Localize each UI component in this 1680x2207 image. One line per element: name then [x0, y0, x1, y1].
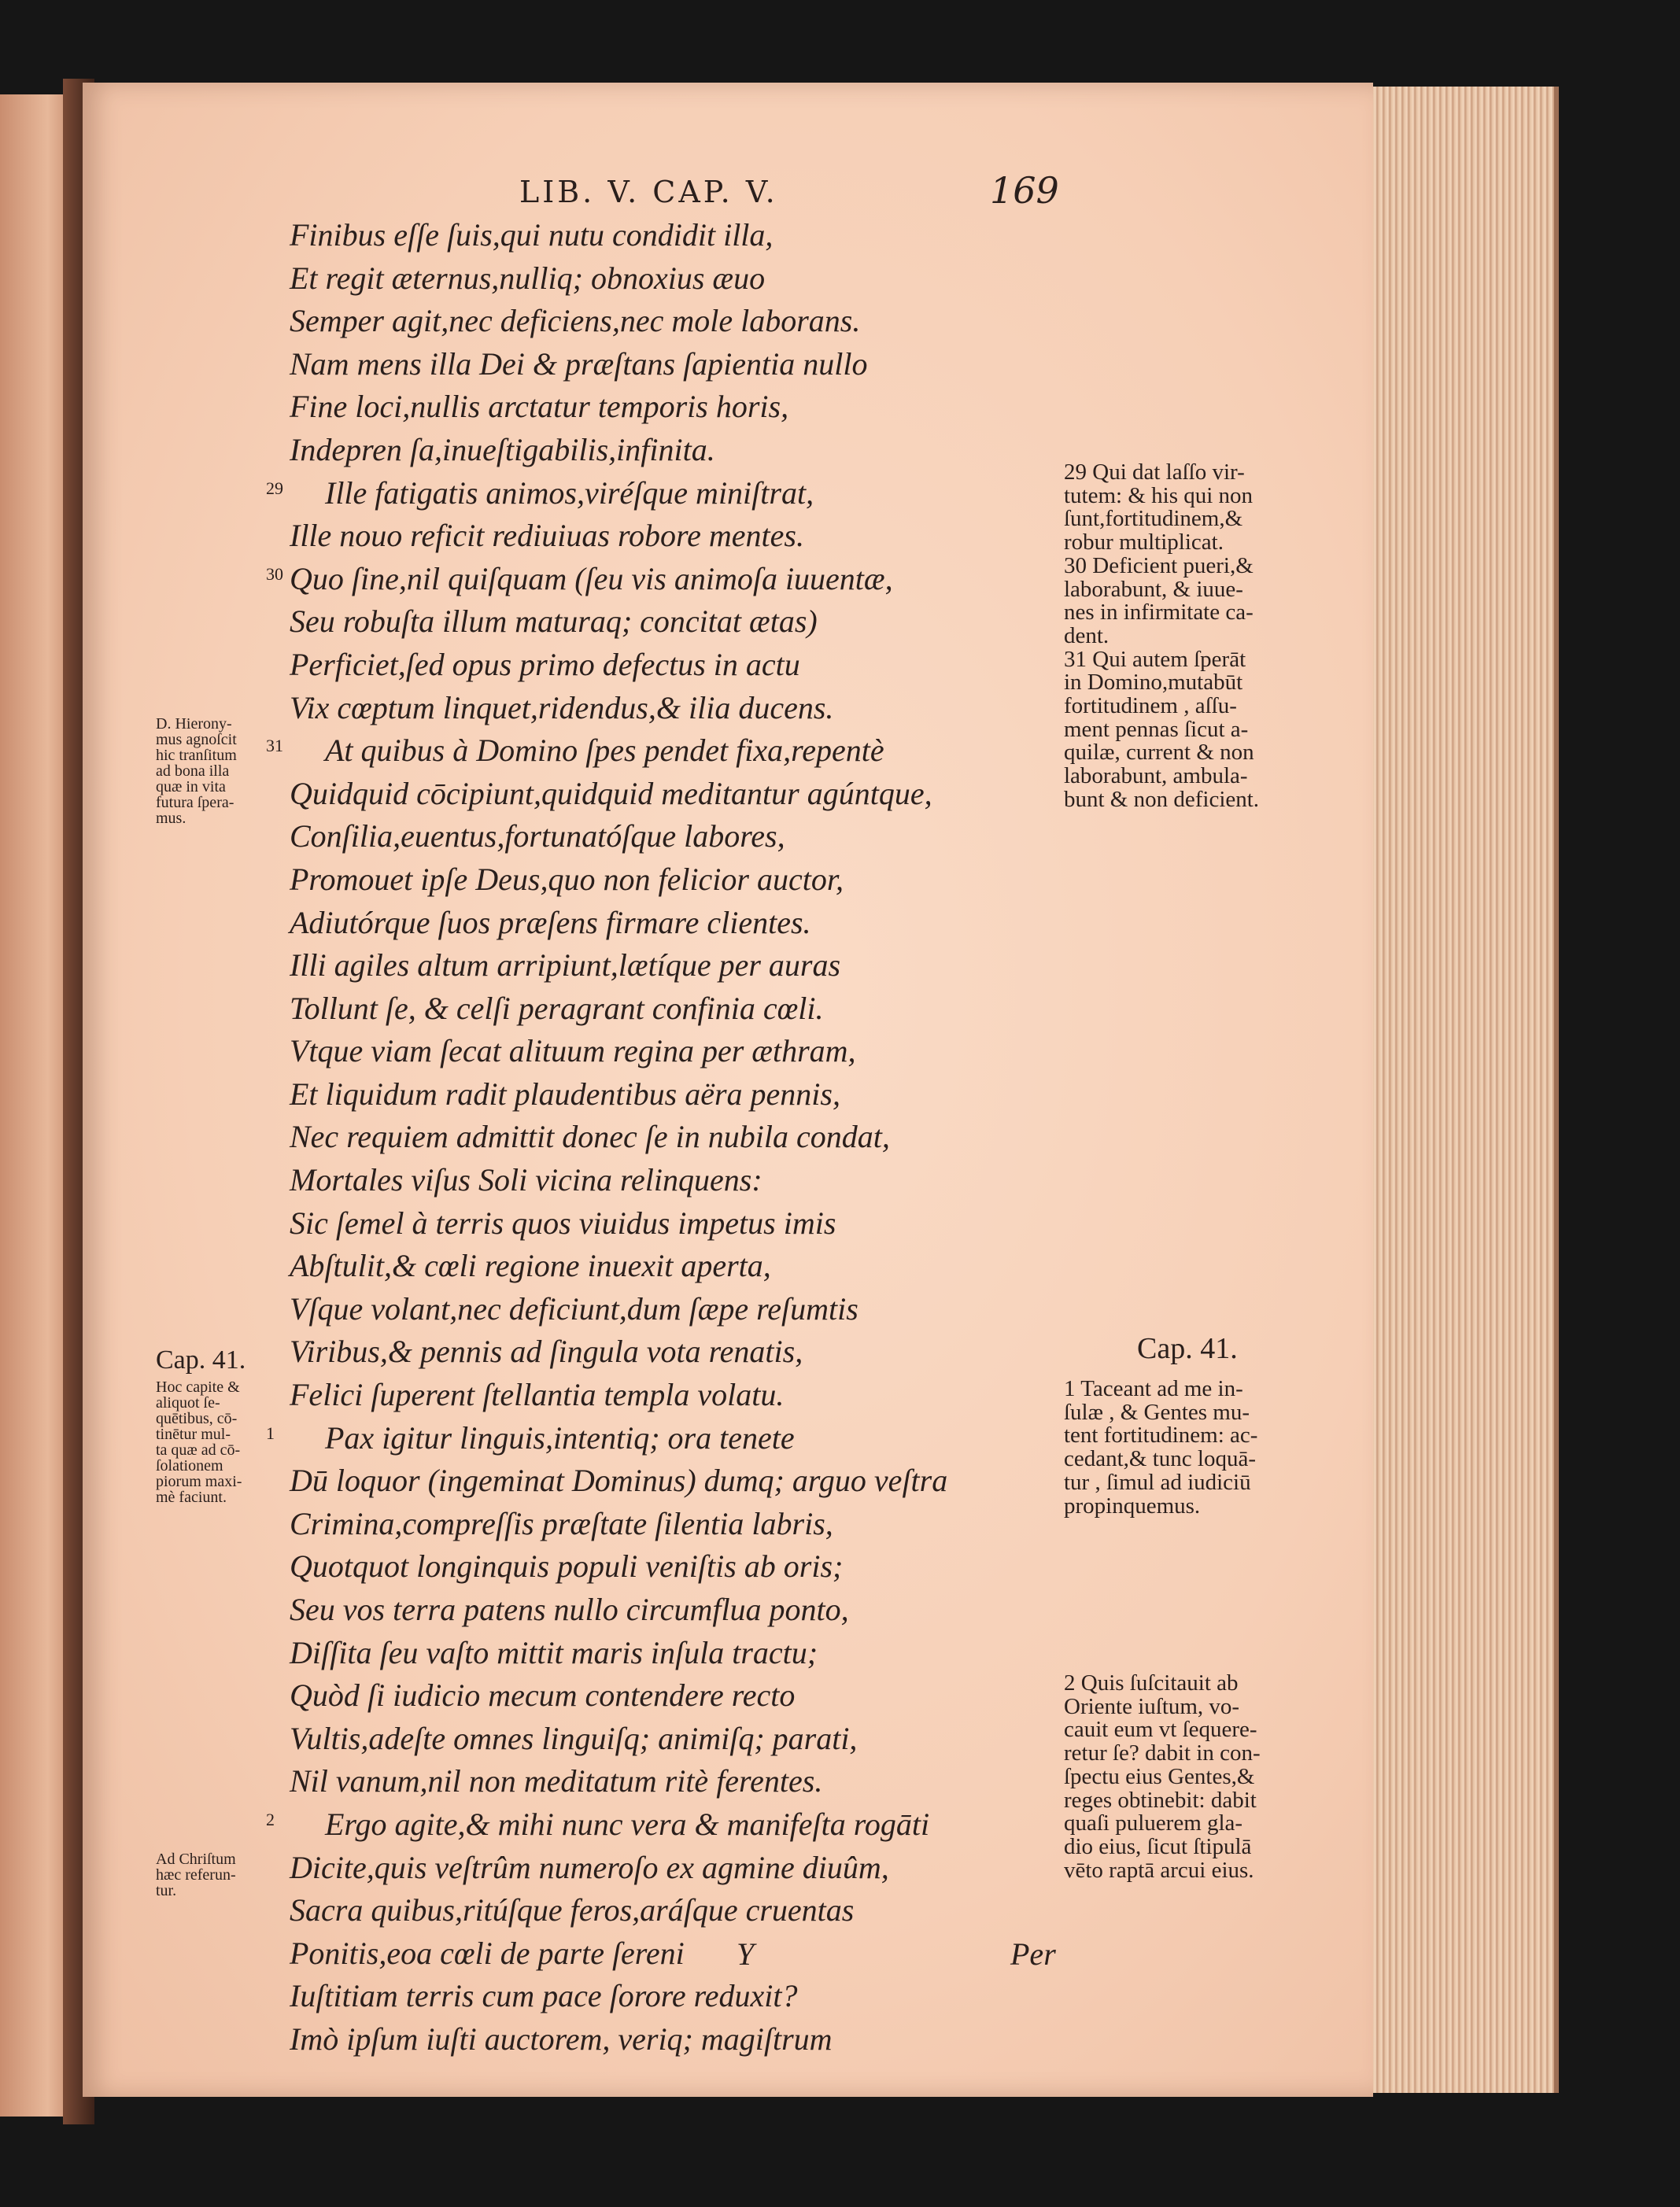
margin-note-line: hæc referun- [156, 1866, 236, 1884]
verse-line [290, 1288, 947, 1331]
verse-text: Crimina,compreſſis præſtate ſilentia labris, [290, 1505, 833, 1541]
margin-note-line: vēto raptā arcui eius. [1064, 1857, 1254, 1883]
verse-line [266, 472, 947, 515]
running-title: LIB. V. CAP. V. [519, 175, 778, 209]
verse-text: Sacra quibus,ritúſque feros,aráſque cruentas [290, 1892, 855, 1928]
verse-line [290, 1374, 947, 1417]
margin-note-line: tent fortitudinem: ac- [1064, 1423, 1258, 1449]
verse-text: Finibus eſſe ſuis,qui nutu condidit illa, [290, 217, 774, 253]
verse-line [290, 300, 947, 343]
verse-line [290, 1503, 947, 1546]
verse-text: Viribus,& pennis ad ſingula vota renatis, [290, 1334, 803, 1370]
verse-line [290, 429, 947, 472]
margin-note-line: in Domino,mutabūt [1064, 670, 1243, 696]
margin-note-line: dio eius, ſicut ſtipulā [1064, 1833, 1252, 1859]
verse-text: Pax igitur linguis,intentiq; ora tenete [325, 1419, 795, 1456]
margin-note-chapter-summary [156, 1379, 294, 1505]
verse-line [290, 815, 947, 858]
verse-line [290, 515, 947, 558]
verse-line [290, 1159, 947, 1202]
verse-line [290, 386, 947, 429]
margin-gloss-verses-29-31 [1064, 461, 1308, 812]
margin-note-line: 2 Quis ſuſcitauit ab [1064, 1670, 1239, 1696]
verse-text: Illi agiles altum arripiunt,lætíque per auras [290, 947, 841, 984]
verse-number: 30 [266, 563, 283, 584]
verse-text: Quòd ſi iudicio mecum contendere recto [290, 1677, 796, 1714]
margin-note-line: dent. [1064, 622, 1110, 648]
verse-text: Conſilia,euentus,fortunatóſque labores, [290, 818, 785, 854]
margin-note-line: hic tranſitum [156, 747, 237, 764]
verse-text: At quibus à Domino ſpes pendet fixa,repentè [325, 733, 884, 769]
verse-text: Ille fatigatis animos,viréſque miniſtrat, [325, 474, 814, 511]
verse-line [290, 1589, 947, 1632]
verse-line [290, 1932, 947, 1976]
verse-text: Seu robuſta illum maturaq; concitat ætas) [290, 603, 818, 640]
margin-note-line: propinquemus. [1064, 1493, 1201, 1519]
verse-text: Ergo agite,& mihi nunc vera & manifeſta rogāti [325, 1806, 930, 1842]
margin-note-line: bunt & non deficient. [1064, 786, 1260, 812]
margin-note-line: quæ in vita [156, 778, 226, 795]
verse-text: Ille nouo reficit rediuiuas robore mentes. [290, 518, 804, 554]
verse-text: Vſque volant,nec deficiunt,dum ſæpe reſumtis [290, 1290, 858, 1327]
verse-line [290, 1847, 947, 1890]
verse-line [290, 257, 947, 301]
verse-text: Iuſtitiam terris cum pace ſorore reduxit? [290, 1978, 798, 2014]
margin-note-line: reges obtinebit: dabit [1064, 1787, 1257, 1813]
margin-note-line: 30 Deficient pueri,& [1064, 552, 1254, 578]
verse-text: Dū loquor (ingeminat Dominus) dumq; arguo veſtra [290, 1463, 948, 1499]
verse-number: 1 [266, 1423, 275, 1443]
verse-line [290, 987, 947, 1031]
margin-note-line: tinētur mul- [156, 1426, 231, 1443]
verse-number: 2 [266, 1809, 275, 1829]
verse-line [290, 1760, 947, 1803]
margin-note-line: aliquot ſe- [156, 1394, 220, 1412]
verse-text: Vultis,adeſte omnes linguiſq; animiſq; parati, [290, 1720, 858, 1756]
verse-text: Diſſita ſeu vaſto mittit maris inſula tractu; [290, 1634, 818, 1670]
margin-chapter-heading-left: Cap. 41. [156, 1345, 246, 1375]
margin-note-line: Oriente iuſtum, vo- [1064, 1693, 1240, 1719]
margin-note-line: ment pennas ſicut a- [1064, 716, 1249, 742]
margin-note-line: 1 Taceant ad me in- [1064, 1376, 1243, 1401]
page-block-edges [1373, 87, 1559, 2093]
verse-text: Semper agit,nec deficiens,nec mole laborans. [290, 303, 861, 339]
verse-text: Nec requiem admittit donec ſe in nubila condat, [290, 1119, 890, 1155]
margin-note-line: fortitudinem , aſſu- [1064, 693, 1237, 719]
verse-line [290, 1674, 947, 1718]
verse-number: 31 [266, 736, 283, 756]
margin-note-line: nes in infirmitate ca- [1064, 600, 1254, 626]
margin-note-line: laborabunt, & iuue- [1064, 576, 1243, 602]
verse-text: Dicite,quis veſtrûm numeroſo ex agmine diuûm, [290, 1849, 889, 1885]
verse-text: Quo ſine,nil quiſquam (ſeu vis animoſa iuuentæ, [290, 560, 893, 596]
margin-note-line: cauit eum vt ſequere- [1064, 1717, 1257, 1743]
verse-line [290, 343, 947, 386]
verse-line [290, 1202, 947, 1246]
verse-text: Vix cœptum linquet,ridendus,& ilia ducens. [290, 689, 834, 725]
verse-line [290, 858, 947, 902]
margin-note-line: quilæ, current & non [1064, 740, 1254, 766]
verse-line [290, 902, 947, 945]
verse-line [290, 1073, 947, 1116]
margin-note-line: mus. [156, 810, 186, 827]
verse-text: Nam mens illa Dei & præſtans ſapientia nullo [290, 345, 868, 382]
margin-note-line: retur ſe? dabit in con- [1064, 1740, 1261, 1766]
margin-note-line: tutem: & his qui non [1064, 482, 1254, 508]
margin-note-line: cedant,& tunc loquā- [1064, 1446, 1256, 1472]
margin-note-line: 29 Qui dat laſſo vir- [1064, 459, 1245, 485]
verse-line [290, 944, 947, 987]
verse-text: Abſtulit,& cœli regione inuexit aperta, [290, 1248, 771, 1284]
verse-line [290, 644, 947, 687]
verse-line [290, 1330, 947, 1374]
verse-line [290, 1718, 947, 1761]
verse-line [290, 1545, 947, 1589]
verse-text: Perficiet,ſed opus primo defectus in actu [290, 646, 800, 682]
verse-line [290, 1030, 947, 1073]
verse-text: Sic ſemel à terris quos viuidus impetus imis [290, 1205, 836, 1241]
margin-note-line: ſpectu eius Gentes,& [1064, 1763, 1255, 1789]
verse-line [266, 558, 947, 601]
margin-note-line: mus agnoſcit [156, 731, 237, 748]
verse-text: Seu vos terra patens nullo circumflua ponto, [290, 1592, 849, 1627]
margin-note-line: ta quæ ad cō- [156, 1441, 241, 1459]
margin-note-line: ad bona illa [156, 762, 230, 780]
page-number: 169 [990, 169, 1059, 212]
verse-line [290, 687, 947, 730]
verse-text: Et regit æternus,nulliq; obnoxius æuo [290, 260, 766, 296]
margin-chapter-heading-right: Cap. 41. [1137, 1332, 1238, 1365]
verse-text: Tollunt ſe, & celſi peragrant confinia cœli. [290, 990, 824, 1026]
poem-text [266, 214, 948, 2061]
verse-text: Ponitis,eoa cœli de parte ſereni [290, 1935, 685, 1971]
verse-text: Felici ſuperent ſtellantia templa volatu. [290, 1377, 785, 1413]
margin-note-line: futura ſpera- [156, 794, 234, 811]
verse-text: Indepren ſa,inueſtigabilis,infinita. [290, 431, 715, 467]
verse-line [290, 214, 947, 257]
margin-gloss-verse-1 [1064, 1378, 1308, 1518]
verse-text: Adiutórque ſuos præſens firmare clientes. [290, 904, 811, 940]
margin-note-line: laborabunt, ambula- [1064, 763, 1248, 789]
verse-text: Vtque viam ſecat alituum regina per æthram, [290, 1033, 856, 1069]
margin-note-line: tur , ſimul ad iudiciū [1064, 1469, 1251, 1495]
verse-text: Promouet ipſe Deus,quo non felicior auctor, [290, 861, 844, 897]
verse-line [290, 1975, 947, 2018]
verse-line [266, 1803, 947, 1847]
margin-note-line: 31 Qui autem ſperāt [1064, 646, 1246, 672]
margin-note-hieronymus [156, 716, 294, 826]
verse-text: Quidquid cōcipiunt,quidquid meditantur agúntque, [290, 775, 932, 811]
verse-text: Imò ipſum iuſti auctorem, veriq; magiſtrum [290, 2021, 833, 2057]
margin-note-line: piorum maxi- [156, 1473, 242, 1490]
verse-line [266, 729, 947, 773]
verse-text: Nil vanum,nil non meditatum ritè ferentes. [290, 1763, 823, 1799]
verse-line [290, 600, 947, 644]
verse-line [290, 1632, 947, 1675]
margin-note-line: Ad Chriſtum [156, 1851, 236, 1868]
margin-note-line: robur multiplicat. [1064, 530, 1224, 555]
verse-line [290, 1889, 947, 1932]
margin-note-line: tur. [156, 1882, 177, 1899]
verse-line [290, 1245, 947, 1288]
margin-note-line: Hoc capite & [156, 1378, 240, 1396]
verse-text: Quotquot longinquis populi veniſtis ab oris; [290, 1548, 844, 1585]
margin-note-line: mè faciunt. [156, 1489, 227, 1506]
verse-line [266, 1417, 947, 1460]
verse-line [290, 1460, 947, 1503]
margin-note-line: ſunt,fortitudinem,& [1064, 506, 1243, 532]
margin-note-line: D. Hierony- [156, 715, 232, 733]
signature-mark: Y [737, 1936, 755, 1972]
margin-note-line: quētibus, cō- [156, 1410, 238, 1427]
verse-line [290, 1116, 947, 1159]
catchword: Per [1010, 1936, 1056, 1972]
margin-note-line: ſolationem [156, 1457, 223, 1474]
verse-line [290, 773, 947, 816]
margin-note-line: quaſi puluerem gla- [1064, 1810, 1243, 1836]
margin-note-christum [156, 1851, 294, 1899]
verse-text: Mortales viſus Soli vicina relinquens: [290, 1162, 762, 1198]
verse-text: Et liquidum radit plaudentibus aëra pennis, [290, 1076, 840, 1112]
margin-note-line: ſulæ , & Gentes mu- [1064, 1399, 1250, 1425]
verse-line [290, 2018, 947, 2061]
verse-text: Fine loci,nullis arctatur temporis horis, [290, 389, 789, 425]
verse-number: 29 [266, 478, 283, 498]
margin-gloss-verse-2 [1064, 1672, 1308, 1882]
